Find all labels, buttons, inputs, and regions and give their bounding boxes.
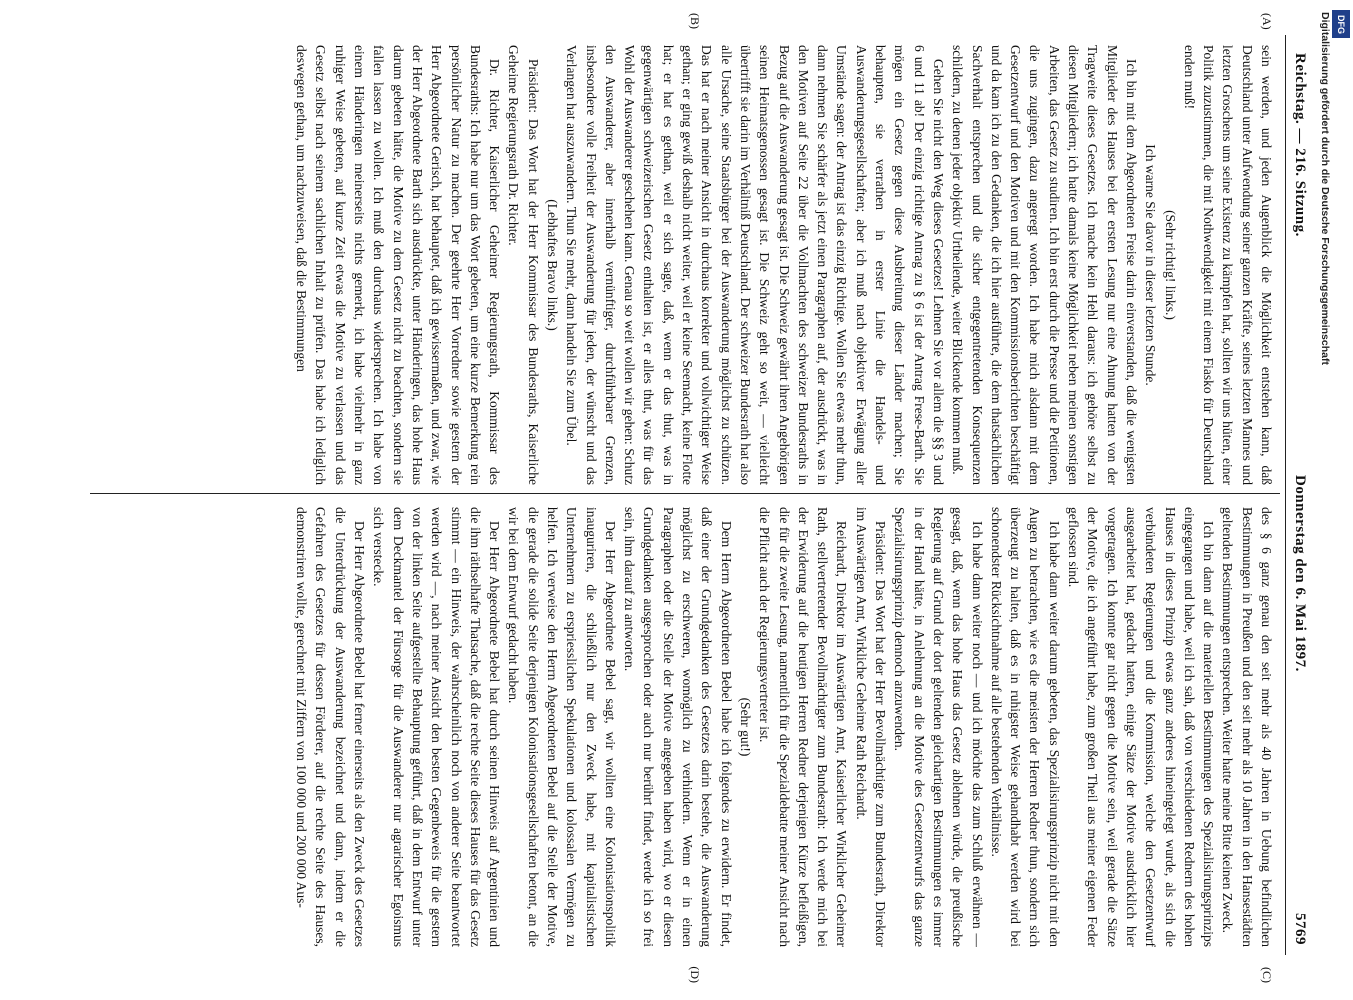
paragraph: Der Herr Abgeordnete Bebel hat ferner einerseits als den Zweck des Gesetzes die Unterdrückung der Auswanderung bezeichnet und dann, indem er die Gefahren des Gesetzes für dessen Förderer, auf die rechte Seite des Hauses, demonstriren wollte, gerechnet mit Ziffern von 100 000 und 200 000 Aus- xyxy=(294,507,368,947)
paragraph: Ich bin mit dem Abgeordneten Freise darin einverstanden, daß die wenigsten Mitglieder des Hauses bei der ersten Lesung nur eine Ahnung hatten von der Tragweite dieses Gesetzes. Ich mache kein Hehl daraus: ich gehöre selbst zu diesen Mitgliedern; ich hatte damals keine Möglichkeit neben meinen sonstigen Arbeiten, das Gesetz zu studiren. Ich bin erst durch die Presse und die Petitionen, die uns zugingen, dazu angeregt worden. Ich habe mich alsdann mit dem Gesetzentwurf und den Motiven und mit den Kommissionsberichten beschäftigt und da kam ich zu den Gedanken, die ich hier ausführte, die dem thatsächlichen Sachverhalt entsprechen und die sicher entgegentretenden Konsequenzen schildern, zu denen jeder objektiv Urtheilende, weiter Blickende kommen muß. xyxy=(950,45,1139,485)
column-divider xyxy=(90,493,1280,494)
margin-marker-b: (B) xyxy=(688,13,702,29)
paragraph: (Sehr gut!) xyxy=(737,697,753,757)
header-rule xyxy=(1285,35,1286,955)
paragraph: Ich habe dann weiter noch — und ich möchte das zum Schluß erwähnen — gesagt, daß, wenn das hohe Haus das Gesetz ablehnen würde, die preußische Regierung auf Grund der dort geltenden gleichartigen Bestimmungen es immer in der Hand hätte, in Anlehnung an die Motive des Gesetzentwurfs das ganze Spezialisirungsprinzip dennoch anzuwenden. xyxy=(892,507,985,947)
paragraph: Präsident: Das Wort hat der Herr Bevollmächtigte zum Bundesrath, Direktor im Auswärtigen Amt, Wirkliche Geheime Rath Reichardt. xyxy=(853,507,889,947)
left-column xyxy=(96,45,1276,485)
header-date: Donnerstag den 6. Mai 1897. xyxy=(1292,475,1308,672)
paragraph: Dem Herrn Abgeordneten Bebel habe ich folgendes zu erwidern. Er findet, daß einer der Grundgedanken des Gesetzes darin bestehe, die Auswanderung möglichst zu erschweren, womöglich zu verhindern. Wenn er in einen Paragraphen oder die Stelle der Motive angegeben haben wird, wo er diesen Grundgedanken ausgesprochen oder auch nur berührt findet, werde ich so frei sein, ihm darauf zu antworten. xyxy=(622,507,734,947)
header-session: Reichstag. — 216. Sitzung. xyxy=(1292,53,1308,237)
digitization-note: Digitalisierung gefördert durch die Deutsche Forschungsgemeinschaft xyxy=(1319,12,1331,365)
paragraph: Ich warne Sie davor in dieser letzten Stunde. xyxy=(1143,144,1159,386)
margin-marker-a: (A) xyxy=(1260,13,1274,30)
page-header xyxy=(1284,35,1310,955)
margin-marker-d: (D) xyxy=(688,966,702,983)
paragraph: Präsident: Das Wort hat der Herr Kommissar des Bundesraths, Kaiserliche Geheime Regierungsrath Dr. Richter. xyxy=(506,45,541,485)
paragraph: (Lebhaftes Bravo links.) xyxy=(545,199,561,331)
header-page-number: 5769 xyxy=(1292,913,1308,945)
paragraph: (Sehr richtig! links.) xyxy=(1162,210,1178,320)
rotated-page xyxy=(70,13,1310,983)
right-column xyxy=(96,507,1276,947)
paragraph: Der Herr Abgeordnete Bebel sagt, wir wollten eine Kolonisationspolitik inauguriren, die schließlich nur den Zweck habe, mit kapitalistischen Unternehmern zu erspriesslichen Spekulationen und kolossalen Vermögen zu helfen. Ich verweise den Herrn Abgeordneten Bebel auf die Stelle der Motive, die gerade die solide Seite derjenigen Kolonisationsgesellschaften betont, an die wir bei dem Entwurf gedacht haben. xyxy=(506,507,618,947)
paragraph: Dr. Richter, Kaiserlicher Geheimer Regierungsrath, Kommissar des Bundesraths: Ich habe nur um das Wort gebeten, um eine kurze Bemerkung rein persönlicher Natur zu machen. Der geehrte Herr Vorredner sowie gestern der Herr Abgeordnete Gerisch, hat behauptet, daß ich gewissermaßen, und zwar, wie der Herr Abgeordnete Barth sich ausdrückte, unter Händeringen, das hohe Haus darum gebeten hätte, die Motive zu dem Gesetz nicht zu beachten, sondern sie fallen lassen zu wollen. Ich muß den durchaus widersprechen. Ich habe von einem Händeringen meinerseits nichts gemerkt, ich habe vielmehr in ganz ruhiger Weise gebeten, auf kurze Zeit etwas die Motive zu verlassen und das Gesetz selbst nach seinem sachlichen Inhalt zu prüfen. Das habe ich lediglich deswegen gethan, um nachzuweisen, daß die Bestimmungen xyxy=(294,45,503,485)
paragraph: Gehen Sie nicht den Weg dieses Gesetzes! Lehnen Sie vor allem die §§ 3 und 6 und 11 ab! Der einzig richtige Antrag zu § 6 ist der Antrag Frese-Barth. Sie mögen ein Gesetz gegen diese Ausbreitung dieser Länder machen; Sie behaupten, sie verrathen in erster Linie die Handels- und Auswanderungsgesellschaften; aber ich muß nach objektiver Erwägung aller Umstände sagen: der Antrag ist das einzig Richtige. Wollen Sie etwas mehr thun, dann nehmen Sie schärfer als jetzt einen Paragraphen auf, der ausdrückt, was in den Motiven auf Seite 22 über die Vollmachten des schweizer Bundesraths in Bezug auf die Auswanderung gesagt ist. Die Schweiz gewährt ihren Angehörigen seinen Heimatsgenossen gesagt ist. Die Schweiz geht so weit, — vielleicht übertrifft sie darin im Verhältniß Deutschland. Der schweizer Bundesrath hat also alle Ursache, seine Staatsbürger bei der Auswanderung möglichst zu schützen. Das hat er nach meiner Ansicht in durchaus korrekter und vollwichtiger Weise gethan; er ging gewiß deshalb nicht weiter, weil er keine Seemacht, keine Flotte hat; er hat es gethan, weil er sich sagte, daß, wenn er das thut, was in gegenwärtigen schweizerischen Gesetz enthalten ist, er alles thut, was für das Wohl der Auswanderer geschehen kann. Genau so weit wollen wir gehen: Schutz den Auswanderer, aber innerhalb vernünftiger, durchführbarer Grenzen, insbesondere volle Freiheit der Auswanderung für jeden, der wünscht und das Verlangen hat auszuwandern. Thun Sie mehr, dann handeln Sie zum Übel. xyxy=(564,45,946,485)
paragraph: Der Herr Abgeordnete Bebel hat durch seinen Hinweis auf Argentinien und die ihm räthselhafte Thatsache, daß die rechte Seite dieses Hauses für das Gesetz stimmt — ein Hinweis, der wahrscheinlich noch von anderer Seite beantwortet werden wird —, nach meiner Ansicht den besten Gegenbeweis für die gestern von der linken Seite aufgestellte Behauptung geführt, daß in dem Entwurf unter dem Deckmantel der Fürsorge für die Auswanderer nur agrarischer Egoismus sich verstecke. xyxy=(371,507,503,947)
paragraph: sein werden, und jeden Augenblick die Möglichkeit entstehen kann, daß Deutschland unter Aufwendung seiner ganzen Kräfte, seines letzten Mannes und letzten Groschens um seine Existenz zu kämpfen hat, sollten wir uns hüten, einer Politik zuzustimmen, die mit Nothwendigkeit mit einem Fiasko für Deutschland enden muß! xyxy=(1181,45,1274,485)
paragraph: des § 6 ganz genau den seit mehr als 40 Jahren in Uebung befindlichen Bestimmungen in Preußen und den seit mehr als 10 Jahren in den Hansestädten geltenden Bestimmungen entsprechen. Weiter hatte meine Bitte keinen Zweck. xyxy=(1220,507,1274,947)
margin-marker-c: (C) xyxy=(1260,967,1274,983)
paragraph: Ich habe dann weiter darum gebeten, das Spezialisirungsprinzip nicht mit den Augen zu betrachten, wie es die meisten der Herren Redner thun, sondern sich überzeugt zu halten, daß es in ruhigster Weise gehandhabt werden wird bei schonendster Rücksichtnahme auf alle bestehenden Verhältnisse. xyxy=(988,507,1062,947)
paragraph: Ich bin dann auf die materiellen Bestimmungen des Spezialisirungsprinzips eingegangen und habe, weil ich sah, daß von verschiedenen Rednern des hohen Hauses in dieses Prinzip etwas ganz anderes hineingelegt wurde, als sich die verbündeten Regierungen und die Kommission, welche den Gesetzentwurf ausgearbeitet hat, gedacht hatten, einige Sätze der Motive ausdrücklich hier vorgetragen. Ich konnte gar nicht gegen die Motive sein, weil gerade die Sätze der Motive, die ich angeführt habe, zum großen Theil aus meiner eigenen Feder geflossen sind. xyxy=(1066,507,1217,947)
paragraph: Reichardt, Direktor im Auswärtigen Amt, Kaiserlicher Wirklicher Geheimer Rath, stellvertretender Bevollmächtigter zum Bundesrath: Ich werde mich bei der Erwiderung auf die heutigen Herren Redner derjenigen Kürze befleißigen, die für die zweite Lesung, namentlich für die Spezialdebatte meiner Ansicht nach die Pflicht auch der Regierungsvertreter ist. xyxy=(757,507,850,947)
dfg-logo: DFG xyxy=(1332,10,1350,38)
